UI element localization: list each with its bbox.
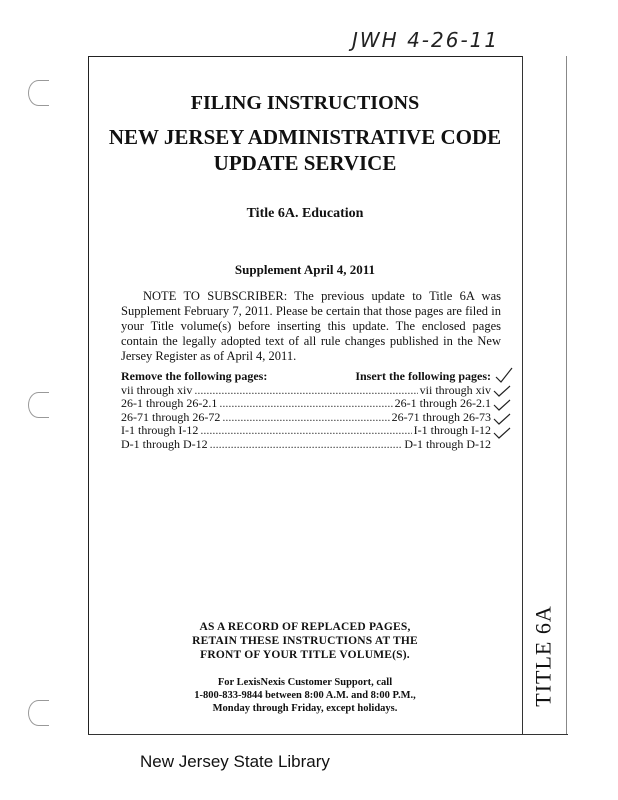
remove-header: Remove the following pages: (121, 369, 268, 383)
remove-pages: vii through xiv (121, 382, 193, 397)
leader-dots (210, 438, 403, 452)
page-title: FILING INSTRUCTIONS (190, 92, 420, 114)
remove-pages: 26-1 through 26-2.1 (121, 396, 218, 410)
right-rule-outer (566, 56, 567, 734)
checkmark-icon (492, 412, 512, 426)
insert-pages: I-1 through I-12 (413, 423, 491, 437)
library-stamp: New Jersey State Library (140, 752, 330, 771)
table-row (121, 424, 491, 438)
supplement-date: Supplement April 4, 2011 (234, 262, 376, 277)
table-header (121, 370, 491, 384)
title-tab (522, 596, 566, 716)
punch-hole-top (28, 80, 49, 106)
support-line: For LexisNexis Customer Support, call (217, 677, 393, 688)
insert-pages: 26-1 through 26-2.1 (394, 396, 491, 410)
table-row (121, 397, 491, 411)
bottom-rule (88, 734, 568, 735)
remove-pages: D-1 through D-12 (121, 436, 208, 451)
code-title-line2: UPDATE SERVICE (213, 151, 397, 175)
note-to-subscriber (121, 289, 501, 364)
record-line: FRONT OF YOUR TITLE VOLUME(S). (200, 649, 410, 661)
insert-pages: 26-71 through 26-73 (391, 409, 491, 424)
record-instructions (150, 620, 460, 662)
checkmark-icon (492, 384, 512, 398)
checkmark-icon (492, 426, 512, 440)
punch-hole-bottom (28, 700, 49, 726)
table-row (121, 384, 491, 398)
checkmark-icon (492, 398, 512, 412)
handwritten-note: JWH 4-26-11 (352, 28, 500, 52)
title-tab-label: TITLE 6A (531, 605, 556, 707)
leader-dots (219, 397, 392, 411)
checkmark-icon (494, 367, 514, 383)
pages-table (121, 370, 491, 451)
note-text: NOTE TO SUBSCRIBER: The previous update to Title 6A was Supplement February 7, 2011. Please be certain that those pages are filed in your Title volume(s) before inserting this update. The enclosed pages contain the legally adopted text of all rule changes published in the New Jersey Register as of April 4, 2011. (121, 289, 501, 363)
support-line: 1-800-833-9844 between 8:00 A.M. and 8:00 P.M., (194, 690, 416, 701)
customer-support (150, 676, 460, 715)
record-line: AS A RECORD OF REPLACED PAGES, (199, 621, 411, 633)
code-title (90, 124, 520, 176)
remove-pages: 26-71 through 26-72 (121, 409, 221, 424)
leader-dots (200, 424, 411, 438)
insert-pages: D-1 through D-12 (404, 436, 491, 451)
record-line: RETAIN THESE INSTRUCTIONS AT THE (192, 635, 418, 647)
code-title-line1: NEW JERSEY ADMINISTRATIVE CODE (108, 125, 502, 149)
leader-dots (222, 411, 389, 425)
insert-header: Insert the following pages: (355, 369, 491, 383)
support-line: Monday through Friday, except holidays. (212, 703, 398, 714)
insert-pages: vii through xiv (419, 382, 491, 397)
remove-pages: I-1 through I-12 (121, 423, 199, 437)
punch-hole-middle (28, 392, 49, 418)
table-row (121, 438, 491, 452)
table-row (121, 411, 491, 425)
leader-dots (194, 384, 417, 398)
title-section: Title 6A. Education (246, 206, 364, 221)
